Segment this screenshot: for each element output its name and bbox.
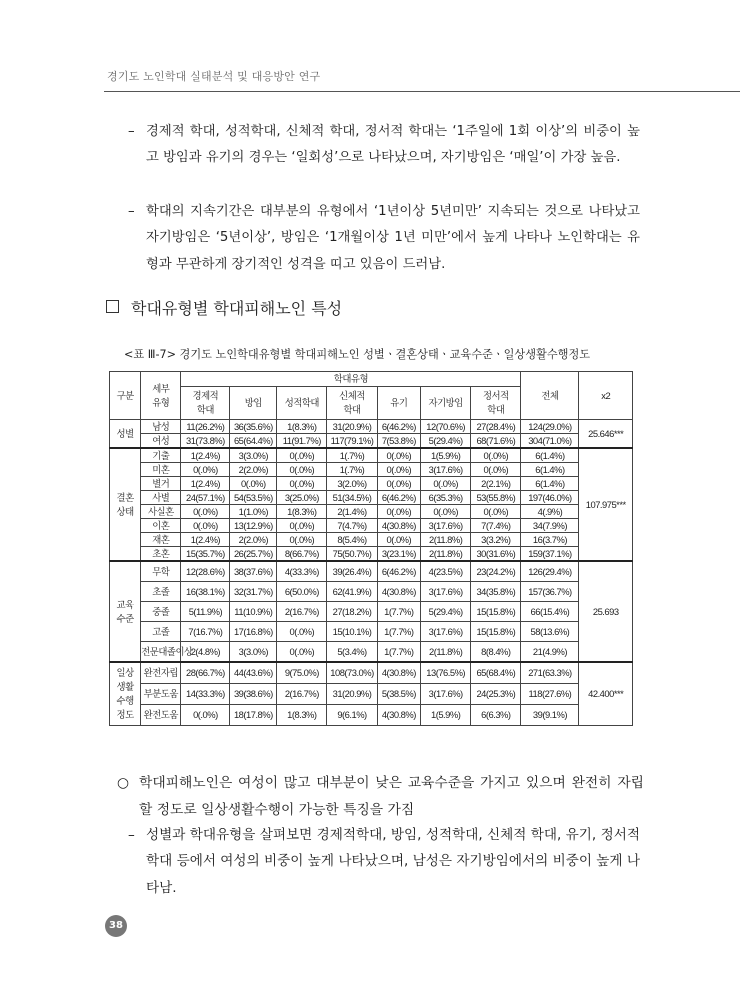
group-label: 결혼 상태 bbox=[110, 448, 141, 561]
table-cell: 13(76.5%) bbox=[421, 662, 471, 684]
table-cell: 0(.0%) bbox=[181, 463, 230, 477]
table-cell: 53(55.8%) bbox=[471, 491, 521, 505]
table-cell: 2(2.1%) bbox=[471, 477, 521, 491]
table-cell: 0(.0%) bbox=[421, 505, 471, 519]
table-cell: 18(17.8%) bbox=[230, 705, 277, 726]
header-type: 경제적 학대 bbox=[181, 387, 230, 420]
header-abuse-type: 학대유형 bbox=[181, 372, 521, 387]
header-type: 방임 bbox=[230, 387, 277, 420]
table-cell: 5(29.4%) bbox=[421, 602, 471, 622]
table-cell: 5(29.4%) bbox=[421, 434, 471, 449]
table-cell: 26(25.7%) bbox=[230, 547, 277, 562]
table-cell: 17(16.8%) bbox=[230, 622, 277, 642]
table-cell: 30(31.6%) bbox=[471, 547, 521, 562]
table-cell: 54(53.5%) bbox=[230, 491, 277, 505]
table-cell: 1(7.7%) bbox=[377, 602, 420, 622]
table-cell: 32(31.7%) bbox=[230, 582, 277, 602]
table-cell: 16(38.1%) bbox=[181, 582, 230, 602]
table-row bbox=[110, 491, 633, 505]
table-cell: 0(.0%) bbox=[181, 705, 230, 726]
table-cell: 1(.7%) bbox=[327, 463, 377, 477]
table-cell: 1(5.9%) bbox=[421, 705, 471, 726]
table-cell: 2(16.7%) bbox=[277, 684, 327, 705]
table-cell: 8(8.4%) bbox=[471, 642, 521, 663]
table-cell: 6(6.3%) bbox=[471, 705, 521, 726]
header-row bbox=[110, 372, 633, 387]
row-label: 별거 bbox=[141, 477, 181, 491]
table-cell: 68(71.6%) bbox=[471, 434, 521, 449]
table-row bbox=[110, 477, 633, 491]
paragraph-1 bbox=[128, 119, 640, 172]
header-total: 전체 bbox=[521, 372, 579, 420]
table-row bbox=[110, 684, 633, 705]
table-cell: 0(.0%) bbox=[471, 505, 521, 519]
table-cell: 0(.0%) bbox=[277, 642, 327, 663]
table-cell: 2(1.4%) bbox=[327, 505, 377, 519]
chi-square-value: 25.646*** bbox=[579, 420, 633, 449]
table-cell: 58(13.6%) bbox=[521, 622, 579, 642]
row-label: 사별 bbox=[141, 491, 181, 505]
table-cell: 304(71.0%) bbox=[521, 434, 579, 449]
table-cell: 65(64.4%) bbox=[230, 434, 277, 449]
table-cell: 11(10.9%) bbox=[230, 602, 277, 622]
table-cell: 24(57.1%) bbox=[181, 491, 230, 505]
table-cell: 1(8.3%) bbox=[277, 420, 327, 434]
table-cell: 6(46.2%) bbox=[377, 420, 420, 434]
table-cell: 1(7.7%) bbox=[377, 642, 420, 663]
row-label: 고졸 bbox=[141, 622, 181, 642]
table-cell: 4(23.5%) bbox=[421, 561, 471, 582]
table-cell: 6(1.4%) bbox=[521, 477, 579, 491]
header-chi-square: x2 bbox=[579, 372, 633, 420]
table-cell: 15(10.1%) bbox=[327, 622, 377, 642]
table-cell: 3(17.6%) bbox=[421, 582, 471, 602]
table-cell: 8(66.7%) bbox=[277, 547, 327, 562]
table-cell: 0(.0%) bbox=[377, 477, 420, 491]
table-cell: 11(26.2%) bbox=[181, 420, 230, 434]
paragraph-text: 경제적 학대, 성적학대, 신체적 학대, 정서적 학대는 ‘1주일에 1회 이상’의 비중이 높고 방임과 유기의 경우는 ‘일회성’으로 나타났으며, 자기방임은 ‘매일’이 가장 높음. bbox=[146, 124, 640, 166]
row-label: 기출 bbox=[141, 448, 181, 463]
table-cell: 5(38.5%) bbox=[377, 684, 420, 705]
table-row bbox=[110, 547, 633, 562]
table-cell: 38(37.6%) bbox=[230, 561, 277, 582]
table-cell: 157(36.7%) bbox=[521, 582, 579, 602]
table-cell: 4(33.3%) bbox=[277, 561, 327, 582]
table-row bbox=[110, 602, 633, 622]
table-cell: 13(12.9%) bbox=[230, 519, 277, 533]
bullet-text: 학대피해노인은 여성이 많고 대부분이 낮은 교육수준을 가지고 있으며 완전히 자립할 정도로 일상생활수행이 가능한 특징을 가짐 bbox=[139, 775, 644, 818]
table-cell: 27(18.2%) bbox=[327, 602, 377, 622]
table-cell: 3(3.2%) bbox=[471, 533, 521, 547]
table-row bbox=[110, 662, 633, 684]
table-caption: <표 Ⅲ-7> 경기도 노인학대유형별 학대피해노인 성별ㆍ결혼상태ㆍ교육수준ㆍ일상생활수행정도 bbox=[124, 348, 591, 361]
table-cell: 1(8.3%) bbox=[277, 705, 327, 726]
table-cell: 4(30.8%) bbox=[377, 705, 420, 726]
chi-square-value: 25.693 bbox=[579, 561, 633, 662]
table-cell: 6(46.2%) bbox=[377, 491, 420, 505]
table-cell: 75(50.7%) bbox=[327, 547, 377, 562]
table-cell: 34(35.8%) bbox=[471, 582, 521, 602]
table-cell: 6(46.2%) bbox=[377, 561, 420, 582]
table-cell: 3(17.6%) bbox=[421, 463, 471, 477]
table-cell: 197(46.0%) bbox=[521, 491, 579, 505]
table-cell: 6(1.4%) bbox=[521, 463, 579, 477]
table-cell: 3(3.0%) bbox=[230, 448, 277, 463]
table-cell: 5(3.4%) bbox=[327, 642, 377, 663]
row-label: 완전도움 bbox=[141, 705, 181, 726]
table-row bbox=[110, 705, 633, 726]
table-cell: 6(1.4%) bbox=[521, 448, 579, 463]
table-cell: 0(.0%) bbox=[471, 463, 521, 477]
row-label: 전문대졸이상 bbox=[141, 642, 181, 663]
table-cell: 2(11.8%) bbox=[421, 642, 471, 663]
table-cell: 3(17.6%) bbox=[421, 684, 471, 705]
table-cell: 15(15.8%) bbox=[471, 622, 521, 642]
table-cell: 39(38.6%) bbox=[230, 684, 277, 705]
table-cell: 44(43.6%) bbox=[230, 662, 277, 684]
chi-square-value: 107.975*** bbox=[579, 448, 633, 561]
table-cell: 16(3.7%) bbox=[521, 533, 579, 547]
table-cell: 0(.0%) bbox=[377, 463, 420, 477]
table-cell: 8(5.4%) bbox=[327, 533, 377, 547]
header-type: 유기 bbox=[377, 387, 420, 420]
table-cell: 159(37.1%) bbox=[521, 547, 579, 562]
table-cell: 0(.0%) bbox=[277, 448, 327, 463]
table-cell: 108(73.0%) bbox=[327, 662, 377, 684]
header-type: 성적학대 bbox=[277, 387, 327, 420]
table-cell: 9(75.0%) bbox=[277, 662, 327, 684]
table-cell: 1(7.7%) bbox=[377, 622, 420, 642]
table-cell: 1(2.4%) bbox=[181, 533, 230, 547]
row-label: 초졸 bbox=[141, 582, 181, 602]
running-header: 경기도 노인학대 실태분석 및 대응방안 연구 bbox=[107, 70, 321, 83]
table-cell: 1(1.0%) bbox=[230, 505, 277, 519]
paragraph-text: 성별과 학대유형을 살펴보면 경제적학대, 방임, 성적학대, 신체적 학대, 유기, 정서적 학대 등에서 여성의 비중이 높게 나타났으며, 남성은 자기방임에서의 비중이 높게 나타남. bbox=[146, 827, 641, 896]
table-row bbox=[110, 420, 633, 434]
header-type: 신체적 학대 bbox=[327, 387, 377, 420]
table-cell: 39(9.1%) bbox=[521, 705, 579, 726]
table-cell: 4(30.8%) bbox=[377, 662, 420, 684]
header-type: 정서적 학대 bbox=[471, 387, 521, 420]
paragraph-dash: – bbox=[128, 124, 135, 139]
row-label: 여성 bbox=[141, 434, 181, 449]
table-cell: 3(2.0%) bbox=[327, 477, 377, 491]
circle-bullet-icon: ○ bbox=[117, 775, 130, 791]
table-cell: 51(34.5%) bbox=[327, 491, 377, 505]
table-cell: 12(28.6%) bbox=[181, 561, 230, 582]
summary-bullet bbox=[117, 770, 644, 823]
table-cell: 3(17.6%) bbox=[421, 622, 471, 642]
paragraph-3 bbox=[128, 822, 640, 901]
table-cell: 124(29.0%) bbox=[521, 420, 579, 434]
table-cell: 0(.0%) bbox=[181, 519, 230, 533]
table-cell: 0(.0%) bbox=[181, 505, 230, 519]
table-cell: 24(25.3%) bbox=[471, 684, 521, 705]
group-label: 교육 수준 bbox=[110, 561, 141, 662]
table-cell: 0(.0%) bbox=[230, 477, 277, 491]
table-cell: 15(15.8%) bbox=[471, 602, 521, 622]
table-row bbox=[110, 463, 633, 477]
row-label: 이혼 bbox=[141, 519, 181, 533]
paragraph-dash: – bbox=[128, 827, 135, 843]
table-cell: 4(30.8%) bbox=[377, 582, 420, 602]
table-cell: 6(50.0%) bbox=[277, 582, 327, 602]
table-cell: 2(11.8%) bbox=[421, 533, 471, 547]
checkbox-square-icon bbox=[106, 300, 119, 313]
row-label: 미혼 bbox=[141, 463, 181, 477]
table-row bbox=[110, 434, 633, 449]
table-cell: 0(.0%) bbox=[277, 519, 327, 533]
table-cell: 3(3.0%) bbox=[230, 642, 277, 663]
table-cell: 0(.0%) bbox=[277, 477, 327, 491]
table-cell: 3(17.6%) bbox=[421, 519, 471, 533]
table-cell: 14(33.3%) bbox=[181, 684, 230, 705]
table-cell: 65(68.4%) bbox=[471, 662, 521, 684]
table-cell: 5(11.9%) bbox=[181, 602, 230, 622]
table-cell: 126(29.4%) bbox=[521, 561, 579, 582]
table-cell: 0(.0%) bbox=[277, 622, 327, 642]
table-cell: 34(7.9%) bbox=[521, 519, 579, 533]
table-row bbox=[110, 642, 633, 663]
table-cell: 39(26.4%) bbox=[327, 561, 377, 582]
row-label: 부분도움 bbox=[141, 684, 181, 705]
table-cell: 2(11.8%) bbox=[421, 547, 471, 562]
paragraph-2 bbox=[128, 199, 640, 278]
section-title: 학대유형별 학대피해노인 특성 bbox=[131, 299, 343, 318]
table-cell: 31(20.9%) bbox=[327, 684, 377, 705]
row-label: 재혼 bbox=[141, 533, 181, 547]
data-table bbox=[109, 371, 633, 726]
table-cell: 66(15.4%) bbox=[521, 602, 579, 622]
table-cell: 3(23.1%) bbox=[377, 547, 420, 562]
table-cell: 2(4.8%) bbox=[181, 642, 230, 663]
table-cell: 11(91.7%) bbox=[277, 434, 327, 449]
table-cell: 1(.7%) bbox=[327, 448, 377, 463]
row-label: 초혼 bbox=[141, 547, 181, 562]
table-cell: 31(20.9%) bbox=[327, 420, 377, 434]
table-cell: 28(66.7%) bbox=[181, 662, 230, 684]
table-cell: 0(.0%) bbox=[377, 448, 420, 463]
chi-square-value: 42.400*** bbox=[579, 662, 633, 726]
table-cell: 4(30.8%) bbox=[377, 519, 420, 533]
table-cell: 4(.9%) bbox=[521, 505, 579, 519]
table-cell: 7(7.4%) bbox=[471, 519, 521, 533]
table-cell: 117(79.1%) bbox=[327, 434, 377, 449]
table-cell: 1(5.9%) bbox=[421, 448, 471, 463]
table-cell: 118(27.6%) bbox=[521, 684, 579, 705]
table-cell: 1(2.4%) bbox=[181, 448, 230, 463]
table-cell: 7(4.7%) bbox=[327, 519, 377, 533]
table-cell: 2(16.7%) bbox=[277, 602, 327, 622]
table-cell: 3(25.0%) bbox=[277, 491, 327, 505]
table-cell: 12(70.6%) bbox=[421, 420, 471, 434]
table-cell: 21(4.9%) bbox=[521, 642, 579, 663]
header-subtype: 세부 유형 bbox=[141, 372, 181, 420]
row-label: 남성 bbox=[141, 420, 181, 434]
table-cell: 0(.0%) bbox=[377, 505, 420, 519]
row-label: 사실혼 bbox=[141, 505, 181, 519]
table-cell: 15(35.7%) bbox=[181, 547, 230, 562]
table-cell: 1(8.3%) bbox=[277, 505, 327, 519]
table-cell: 0(.0%) bbox=[277, 533, 327, 547]
table-cell: 0(.0%) bbox=[277, 463, 327, 477]
table-cell: 7(16.7%) bbox=[181, 622, 230, 642]
table-row bbox=[110, 505, 633, 519]
table-cell: 27(28.4%) bbox=[471, 420, 521, 434]
table-row bbox=[110, 533, 633, 547]
table-cell: 0(.0%) bbox=[421, 477, 471, 491]
table-row bbox=[110, 561, 633, 582]
table-row bbox=[110, 582, 633, 602]
table-cell: 6(35.3%) bbox=[421, 491, 471, 505]
row-label: 완전자립 bbox=[141, 662, 181, 684]
table-cell: 62(41.9%) bbox=[327, 582, 377, 602]
table-cell: 0(.0%) bbox=[377, 533, 420, 547]
table-cell: 7(53.8%) bbox=[377, 434, 420, 449]
table-cell: 2(2.0%) bbox=[230, 533, 277, 547]
table-row bbox=[110, 622, 633, 642]
table-cell: 1(2.4%) bbox=[181, 477, 230, 491]
group-label: 성별 bbox=[110, 420, 141, 449]
section-heading bbox=[106, 296, 342, 319]
table-cell: 31(73.8%) bbox=[181, 434, 230, 449]
table-cell: 271(63.3%) bbox=[521, 662, 579, 684]
paragraph-dash: – bbox=[128, 204, 135, 219]
table-row bbox=[110, 519, 633, 533]
table-cell: 23(24.2%) bbox=[471, 561, 521, 582]
row-label: 중졸 bbox=[141, 602, 181, 622]
table-row bbox=[110, 448, 633, 463]
table-cell: 36(35.6%) bbox=[230, 420, 277, 434]
header-group: 구분 bbox=[110, 372, 141, 420]
table-cell: 9(6.1%) bbox=[327, 705, 377, 726]
header-type: 자기방임 bbox=[421, 387, 471, 420]
paragraph-text: 학대의 지속기간은 대부분의 유형에서 ‘1년이상 5년미만’ 지속되는 것으로 나타났고 자기방임은 ‘5년이상’, 방임은 ‘1개월이상 1년 미만’에서 높게 나타나 노인학대는 유형과 무관하게 장기적인 성격을 띠고 있음이 드러남. bbox=[146, 204, 640, 272]
table-cell: 2(2.0%) bbox=[230, 463, 277, 477]
row-label: 무학 bbox=[141, 561, 181, 582]
page-number-badge: 38 bbox=[105, 915, 127, 937]
header-divider bbox=[104, 91, 740, 92]
table-cell: 0(.0%) bbox=[471, 448, 521, 463]
group-label: 일상 생활 수행 정도 bbox=[110, 662, 141, 726]
